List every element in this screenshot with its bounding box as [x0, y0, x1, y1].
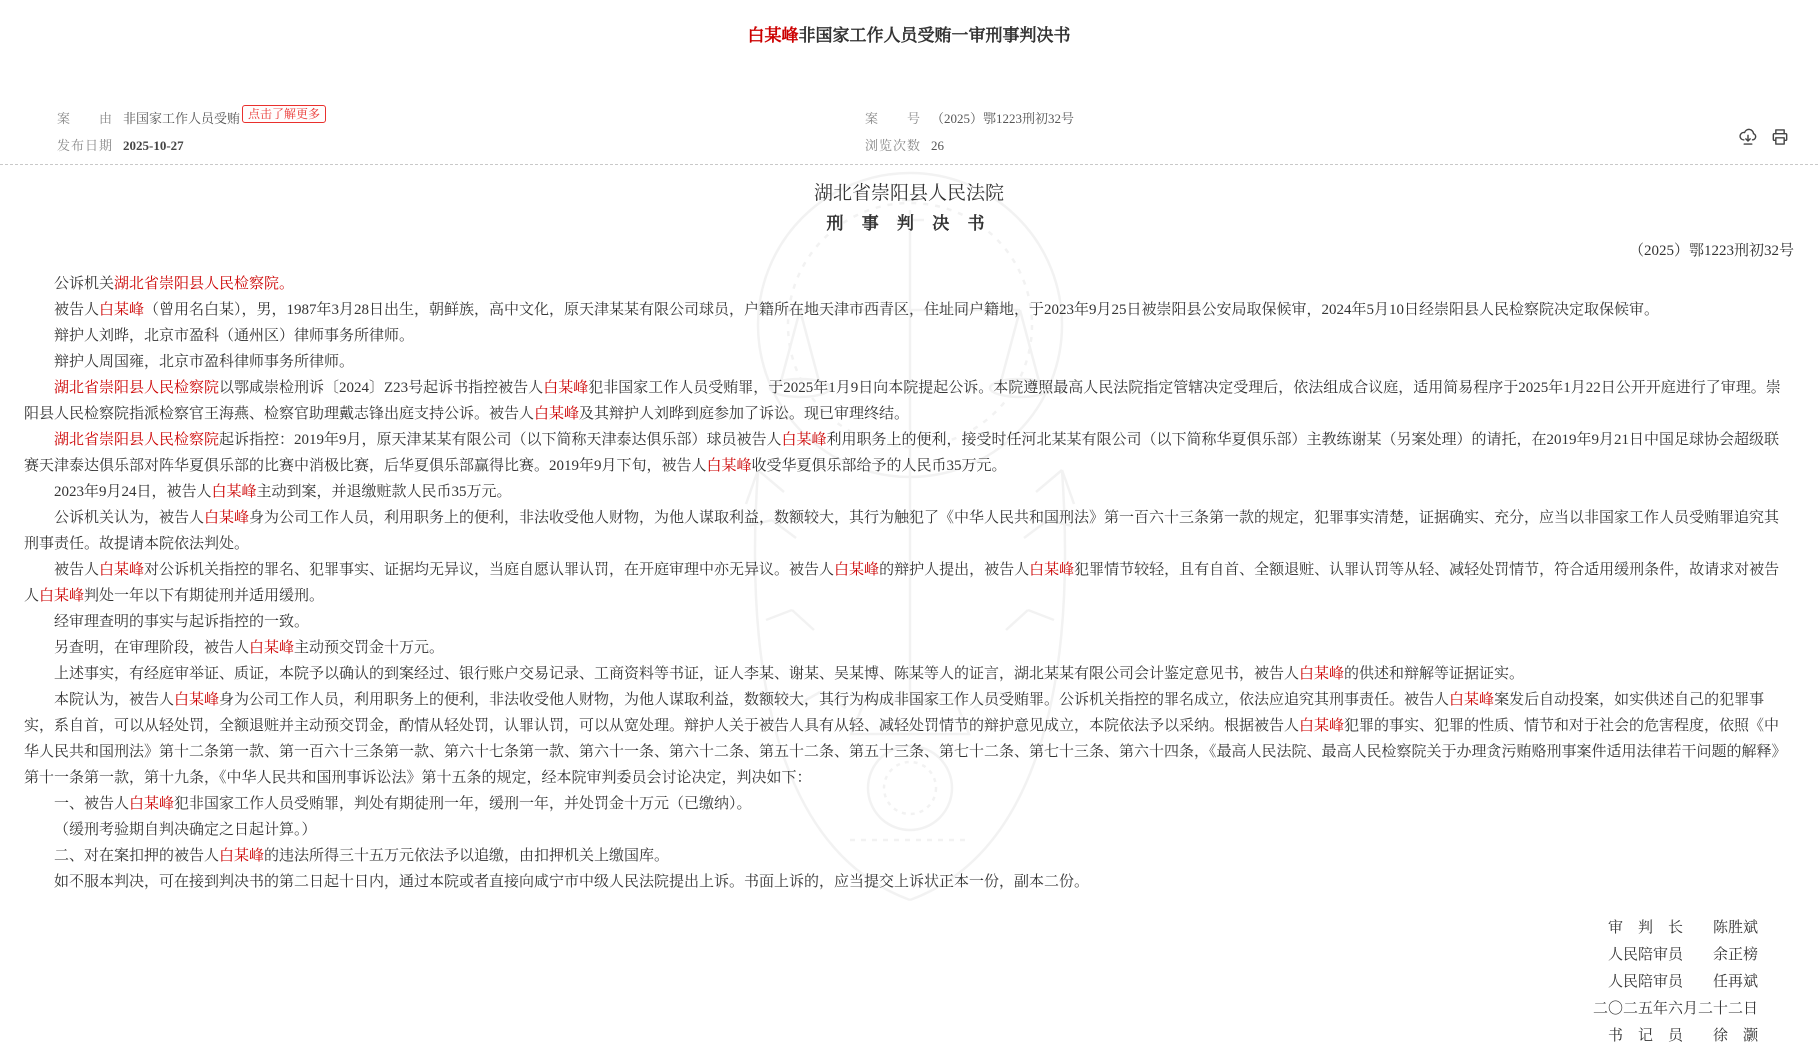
paragraph: 湖北省崇阳县人民检察院以鄂咸崇检刑诉〔2024〕Z23号起诉书指控被告人白某峰犯非国家工作人员受贿罪，于2025年1月9日向本院提起公诉。本院遵照最高人民法院指定管辖决定受理后，依法组成合议庭，适用简易程序于2025年1月22日公开开庭进行了审理。崇阳县人民检察院指派检察官王海燕、检察官助理戴志锋出庭支持公诉。被告人白某峰及其辩护人刘晔到庭参加了诉讼。现已审理终结。	[24, 380, 1781, 422]
case-number-field	[865, 105, 1074, 132]
paragraph: （缓刑考验期自判决确定之日起计算。）	[54, 822, 317, 838]
paragraph: 2023年9月24日，被告人白某峰主动到案，并退缴赃款人民币35万元。	[54, 484, 512, 500]
cause-label: 案 由	[57, 111, 114, 126]
paragraph: 如不服本判决，可在接到判决书的第二日起十日内，通过本院或者直接向咸宁市中级人民法院提出上诉。书面上诉的，应当提交上诉状正本一份，副本二份。	[54, 874, 1090, 890]
signature-line: 审 判 长 陈胜斌	[1607, 920, 1758, 936]
page-title-defendant: 白某峰	[747, 26, 799, 45]
cause-value: 非国家工作人员受贿	[123, 111, 241, 126]
case-number-value: （2025）鄂1223刑初32号	[931, 111, 1075, 126]
paragraph: 辩护人刘晔，北京市盈科（通州区）律师事务所律师。	[54, 328, 415, 344]
paragraph: 湖北省崇阳县人民检察院起诉指控：2019年9月，原天津某某有限公司（以下简称天津泰达俱乐部）球员被告人白某峰利用职务上的便利，接受时任河北某某有限公司（以下简称华夏俱乐部）主教练谢某（另案处理）的请托，在2019年9月21日中国足球协会超级联赛天津泰达俱乐部对阵华夏俱乐部的比赛中消极比赛，后华夏俱乐部赢得比赛。2019年9月下旬，被告人白某峰收受华夏俱乐部给予的人民币35万元。	[24, 432, 1780, 474]
publish-date-label: 发布日期	[57, 138, 114, 153]
print-icon[interactable]	[1770, 127, 1790, 147]
paragraph: 公诉机关认为，被告人白某峰身为公司工作人员，利用职务上的便利，非法收受他人财物，为他人谋取利益，数额较大，其行为触犯了《中华人民共和国刑法》第一百六十三条第一款的规定，犯罪事实清楚，证据确实、充分，应当以非国家工作人员受贿罪追究其刑事责任。故提请本院依法判处。	[24, 510, 1780, 552]
page-title-rest: 非国家工作人员受贿一审刑事判决书	[798, 26, 1071, 45]
page-title	[0, 0, 1818, 47]
paragraph: 一、被告人白某峰犯非国家工作人员受贿罪，判处有期徒刑一年，缓刑一年，并处罚金十万元（已缴纳）。	[54, 796, 752, 812]
meta-row-2	[0, 132, 1818, 159]
paragraph: 本院认为，被告人白某峰身为公司工作人员，利用职务上的便利，非法收受他人财物，为他人谋取利益，数额较大，其行为构成非国家工作人员受贿罪。公诉机关指控的罪名成立，依法应追究其刑事责任。被告人白某峰案发后自动投案，如实供述自己的犯罪事实，系自首，可以从轻处罚，全额退赃并主动预交罚金，酌情从轻处罚，认罪认罚，可以从宽处理。辩护人关于被告人具有从轻、减轻处罚情节的辩护意见成立，本院依法予以采纳。根据被告人白某峰犯罪的事实、犯罪的性质、情节和对于社会的危害程度，依照《中华人民共和国刑法》第十二条第一款、第一百六十三条第一款、第六十七条第一款、第六十一条、第六十二条、第五十二条、第五十三条、第七十二条、第七十三条、第六十四条，《最高人民法院、最高人民检察院关于办理贪污贿赂刑事案件适用法律若干问题的解释》第十一条第一款，第十九条，《中华人民共和国刑事诉讼法》第十五条的规定，经本院审判委员会讨论决定，判决如下：	[24, 692, 1787, 786]
signature-block	[24, 915, 1794, 1050]
paragraph: 上述事实，有经庭审举证、质证，本院予以确认的到案经过、银行账户交易记录、工商资料等书证，证人李某、谢某、吴某博、陈某等人的证言，湖北某某有限公司会计鉴定意见书，被告人白某峰的供述和辩解等证据证实。	[54, 666, 1525, 682]
views-field	[865, 132, 944, 159]
signature-line: 人民陪审员 任再斌	[1607, 974, 1758, 990]
learn-more-button[interactable]: 点击了解更多	[242, 105, 326, 123]
case-number-label: 案 号	[865, 111, 922, 126]
paragraph: 公诉机关湖北省崇阳县人民检察院。	[54, 276, 295, 292]
paragraph: 被告人白某峰对公诉机关指控的罪名、犯罪事实、证据均无异议，当庭自愿认罪认罚，在开庭审理中亦无异议。被告人白某峰的辩护人提出，被告人白某峰犯罪情节较轻，且有自首、全额退赃、认罪认罚等从轻、减轻处罚情节，符合适用缓刑条件，故请求对被告人白某峰判处一年以下有期徒刑并适用缓刑。	[24, 562, 1780, 604]
signature-line: 书 记 员 徐 灏	[1607, 1028, 1758, 1044]
meta-panel	[0, 105, 1818, 159]
paragraph: 辩护人周国雍，北京市盈科律师事务所律师。	[54, 354, 355, 370]
signature-line: 人民陪审员 余正榜	[1607, 947, 1758, 963]
views-value: 26	[931, 138, 945, 153]
paragraph: 另查明，在审理阶段，被告人白某峰主动预交罚金十万元。	[54, 640, 445, 656]
judgment-document	[0, 165, 1818, 1050]
court-name: 湖北省崇阳县人民法院	[813, 183, 1004, 204]
document-type: 刑 事 判 决 书	[826, 214, 992, 233]
meta-row-1	[0, 105, 1818, 132]
download-icon[interactable]	[1738, 127, 1758, 147]
meta-actions	[1738, 127, 1790, 147]
paragraph: 经审理查明的事实与起诉指控的一致。	[54, 614, 310, 630]
publish-date-value: 2025-10-27	[123, 138, 184, 153]
document-case-number: （2025）鄂1223刑初32号	[1628, 243, 1794, 259]
signature-line: 二〇二五年六月二十二日	[1592, 1001, 1758, 1017]
paragraph: 二、对在案扣押的被告人白某峰的违法所得三十五万元依法予以追缴，由扣押机关上缴国库。	[54, 848, 670, 864]
document-body	[24, 271, 1794, 895]
views-label: 浏览次数	[865, 138, 922, 153]
paragraph: 被告人白某峰（曾用名白某），男，1987年3月28日出生，朝鲜族，高中文化，原天津某某有限公司球员，户籍所在地天津市西青区，住址同户籍地，于2023年9月25日被崇阳县公安局取保候审，2024年5月10日经崇阳县人民检察院决定取保候审。	[54, 302, 1660, 318]
